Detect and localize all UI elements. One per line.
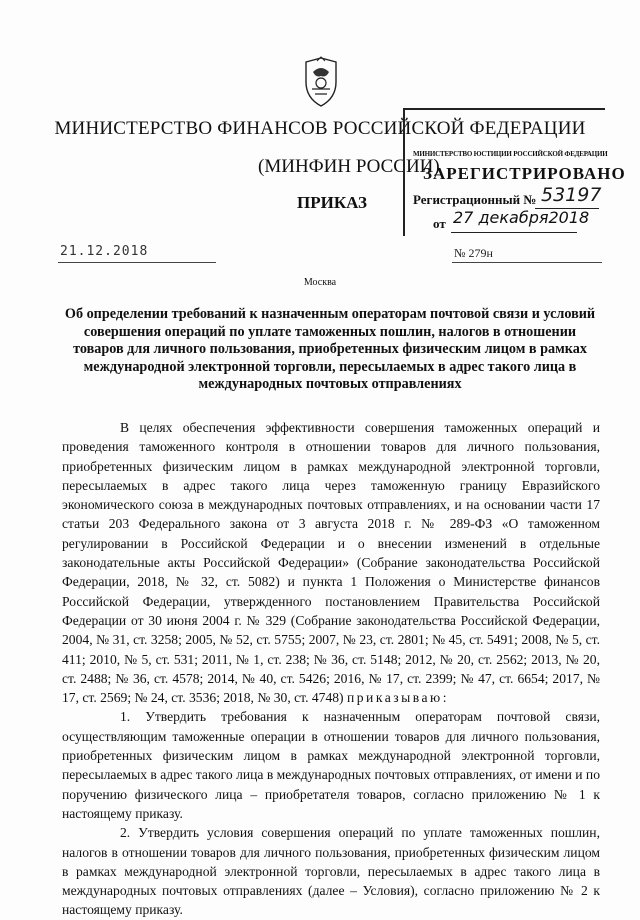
coat-of-arms-emblem <box>302 56 340 108</box>
paragraph-preamble <box>62 418 600 707</box>
stamp-reg-number-label: Регистрационный № <box>413 192 537 207</box>
command-word: приказываю: <box>346 690 449 706</box>
preamble-text: В целях обеспечения эффективности совершения таможенных операций и проведения таможенного контроля в отношении товаров для личного пользования, приобретенных физическим лицом в рамках международной электронной торговли, пересылаемых в адрес такого лица через таможенную границу Евразийского экономического союза в международных почтовых отправлениях, и на основании части 17 статьи 203 Федерального закона от 3 августа 2018 г. № 289-ФЗ «О таможенном регулировании в Российской Федерации и о внесении изменений в отдельные законодательные акты Российской Федерации» (Собрание законодательства Российской Федерации, 2018, № 32, ст. 5082) и пункта 1 Положения о Министерстве финансов Российской Федерации, утвержденного постановлением Правительства Российской Федерации от 30 июня 2004 г. № 329 (Собрание законодательства Российской Федерации, 2004, № 31, ст. 3258; 2005, № 52, ст. 5755; 2007, № 23, ст. 2801; № 45, ст. 5491; 2008, № 5, ст. 411; 2010, № 5, ст. 531; 2011, № 1, ст. 238; № 36, ст. 5148; 2012, № 20, ст. 2562; 2013, № 20, ст. 2488; № 36, ст. 4578; 2014, № 40, ст. 5426; 2016, № 17, ст. 2399; № 47, ст. 6654; 2017, № 17, ст. 2569; № 24, ст. 3536; 2018, № 30, ст. 4748) <box>62 420 600 706</box>
document-title: Об определении требований к назначенным операторам почтовой связи и условий совершения операций по уплате таможенных пошлин, налогов в отношении товаров для личного пользования, приобретенных физическим лицом в рамках международной электронной торговли, пересылаемых в адрес такого лица в международных почтовых отправлениях <box>64 306 596 392</box>
order-number-underline <box>452 262 602 263</box>
ministry-name: МИНИСТЕРСТВО ФИНАНСОВ РОССИЙСКОЙ ФЕДЕРАЦИИ <box>54 118 586 139</box>
paragraph-item-2: 2. Утвердить условия совершения операций по уплате таможенных пошлин, налогов в отношении товаров для личного пользования, приобретенных физическим лицом в рамках международной электронной торговли, пересылаемых в адрес такого лица в международных почтовых отправлениях (далее – Условия), согласно приложению № 2 к настоящему приказу. <box>62 825 600 918</box>
order-city: Москва <box>303 277 337 288</box>
paragraph-item-1: 1. Утвердить требования к назначенным операторам почтовой связи, осуществляющим таможенные операции в отношении товаров для личного пользования, приобретенных физическим лицом в рамках международной электронной торговли, пересылаемых в адрес такого лица в международных почтовых отправлениях, от имени и по поручению физического лица – приобретателя товаров, согласно приложению № 1 к настоящему приказу. <box>62 709 600 821</box>
stamp-date-underline <box>451 232 577 233</box>
stamp-registered: ЗАРЕГИСТРИРОВАНО <box>423 164 626 183</box>
order-number: № 279н <box>454 246 493 260</box>
stamp-date <box>453 208 589 227</box>
registration-stamp <box>403 108 626 236</box>
stamp-date-handwritten: 27 декабря <box>453 208 549 227</box>
stamp-reg-number: 53197 <box>541 184 602 206</box>
stamp-organization: МИНИСТЕРСТВО ЮСТИЦИИ РОССИЙСКОЙ ФЕДЕРАЦИИ <box>413 150 608 158</box>
document-body <box>62 418 600 920</box>
stamp-date-label: от <box>433 216 446 231</box>
stamp-date-year: 2018 <box>548 208 590 227</box>
order-date-underline <box>58 262 216 263</box>
order-date: 21.12.2018 <box>60 244 149 259</box>
document-type: ПРИКАЗ <box>297 193 367 212</box>
ministry-short-name: (МИНФИН РОССИИ) <box>258 156 440 177</box>
